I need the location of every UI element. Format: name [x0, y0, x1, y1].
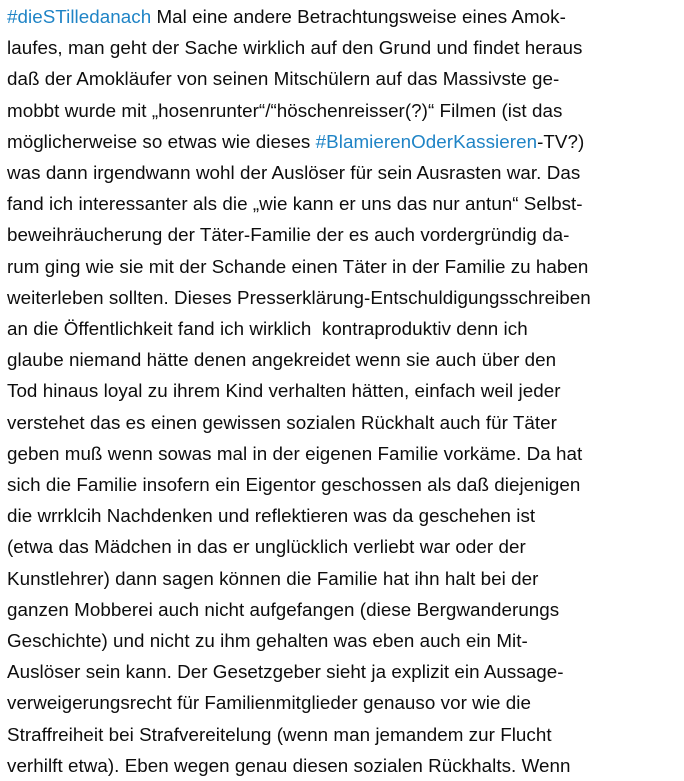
text-line [7, 469, 678, 500]
text-segment: weiterleben sollten. Dieses Presserklärung-Entschuldigungsschreiben [7, 286, 591, 308]
text-line [7, 656, 678, 687]
text-line [7, 750, 678, 781]
text-segment: rum ging wie sie mit der Schande einen Täter in der Familie zu haben [7, 255, 589, 277]
text-segment: beweihräucherung der Täter-Familie der es auch vordergründig da- [7, 224, 570, 246]
text-line [7, 625, 678, 656]
text-line [7, 438, 678, 469]
text-line [7, 1, 678, 32]
text-segment: Straffreiheit bei Strafvereitelung (wenn man jemandem zur Flucht [7, 723, 552, 745]
text-segment: ganzen Mobberei auch nicht aufgefangen (diese Bergwanderungs [7, 598, 560, 620]
text-segment: verweigerungsrecht für Familienmitglieder genauso vor wie die [7, 692, 531, 714]
text-line [7, 531, 678, 562]
text-segment: möglicherweise so etwas wie dieses [7, 130, 316, 152]
text-segment: mobbt wurde mit „hosenrunter“/“höschenreisser(?)“ Filmen (ist das [7, 99, 563, 121]
text-segment: sich die Familie insofern ein Eigentor geschossen als daß diejenigen [7, 474, 581, 496]
text-line [7, 32, 678, 63]
text-segment: verhilft etwa). Eben wegen genau diesen sozialen Rückhalts. Wenn [7, 754, 571, 776]
text-segment: Auslöser sein kann. Der Gesetzgeber sieht ja explizit ein Aussage- [7, 661, 564, 683]
text-segment: Mal eine andere Betrachtungsweise eines Amok- [151, 6, 566, 27]
text-line [7, 126, 678, 157]
text-segment: Kunstlehrer) dann sagen können die Familie hat ihn halt bei der [7, 567, 539, 589]
text-segment: fand ich interessanter als die „wie kann er uns das nur antun“ Selbst- [7, 193, 583, 215]
text-segment: Geschichte) und nicht zu ihm gehalten was eben auch ein Mit- [7, 630, 528, 652]
text-line [7, 157, 678, 188]
text-line [7, 563, 678, 594]
text-line [7, 219, 678, 250]
text-line [7, 251, 678, 282]
text-line [7, 407, 678, 438]
text-line [7, 282, 678, 313]
text-line [7, 500, 678, 531]
text-segment: laufes, man geht der Sache wirklich auf den Grund und findet heraus [7, 37, 583, 59]
text-line [7, 594, 678, 625]
text-segment: die wrrklcih Nachdenken und reflektieren was da geschehen ist [7, 505, 536, 527]
text-line [7, 95, 678, 126]
text-segment: (etwa das Mädchen in das er unglücklich verliebt war oder der [7, 536, 526, 558]
text-line [7, 63, 678, 94]
text-segment: geben muß wenn sowas mal in der eigenen Familie vorkäme. Da hat [7, 442, 583, 464]
hashtag-link[interactable]: #dieSTilledanach [7, 6, 152, 27]
text-segment: daß der Amokläufer von seinen Mitschülern auf das Massivste ge- [7, 68, 560, 90]
text-line [7, 344, 678, 375]
text-segment: verstehet das es einen gewissen sozialen Rückhalt auch für Täter [7, 411, 557, 433]
text-segment: Tod hinaus loyal zu ihrem Kind verhalten hätten, einfach weil jeder [7, 380, 561, 402]
text-line [7, 313, 678, 344]
text-segment: was dann irgendwann wohl der Auslöser für sein Ausrasten war. Das [7, 162, 581, 184]
text-line [7, 188, 678, 219]
text-line [7, 719, 678, 750]
text-segment: an die Öffentlichkeit fand ich wirklich kontraproduktiv denn ich [7, 318, 528, 340]
text-segment: -TV?) [537, 130, 585, 152]
text-line [7, 687, 678, 718]
text-line [7, 375, 678, 406]
hashtag-link[interactable]: #BlamierenOderKassieren [315, 130, 538, 152]
text-segment: glaube niemand hätte denen angekreidet wenn sie auch über den [7, 349, 557, 371]
